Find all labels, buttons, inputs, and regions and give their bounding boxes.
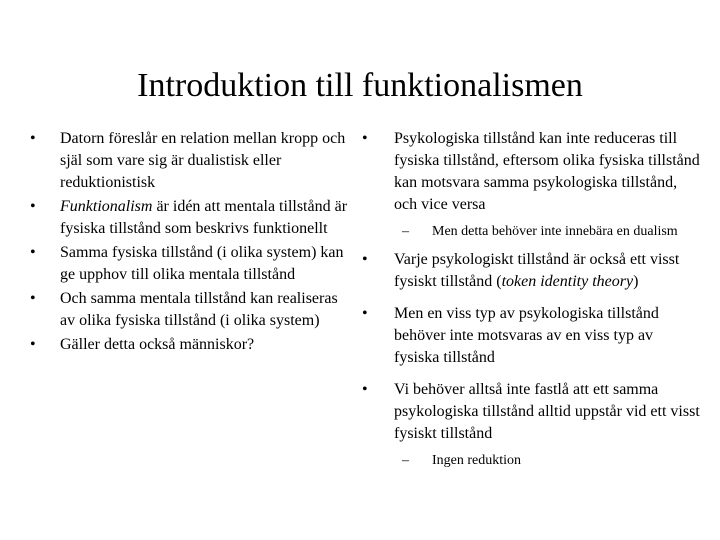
- right-bullet-2-italic-term: token identity theory: [501, 273, 634, 290]
- right-bullet-2: [362, 249, 702, 293]
- bullet-icon: •: [362, 305, 368, 322]
- bullet-icon: •: [362, 130, 368, 147]
- right-column: [362, 128, 702, 478]
- bullet-icon: •: [30, 130, 36, 147]
- dash-icon: –: [402, 453, 409, 468]
- bullet-icon: •: [362, 381, 368, 398]
- left-column: [30, 128, 350, 358]
- right-subitem-no-reduction-text: Ingen reduktion: [432, 453, 522, 468]
- right-bullet-4-sublist: [394, 451, 702, 470]
- right-bullet-3: [362, 303, 702, 369]
- right-bullet-1-text: Psykologiska tillstånd kan inte reduceras till fysiska tillstånd, eftersom olika fysiska tillstånd kan motsvara samma psykologiska tillstånd, och vice versa: [394, 130, 700, 213]
- left-bullet-3: [30, 242, 350, 286]
- bullet-icon: •: [30, 290, 36, 307]
- left-bullet-3-text: Samma fysiska tillstånd (i olika system) kan ge upphov till olika mentala tillstånd: [60, 244, 344, 283]
- left-bullet-2-italic-term: Funktionalism: [60, 198, 153, 215]
- left-bullet-4-text: Och samma mentala tillstånd kan realiseras av olika fysiska tillstånd (i olika system): [60, 290, 338, 329]
- bullet-icon: •: [30, 336, 36, 353]
- left-bullet-2: [30, 196, 350, 240]
- left-bullet-1-text: Datorn föreslår en relation mellan kropp och själ som vare sig är dualistisk eller reduktionistisk: [60, 130, 346, 191]
- right-bullet-1: [362, 128, 702, 241]
- right-subitem-no-reduction: [402, 451, 702, 470]
- left-bullet-4: [30, 288, 350, 332]
- right-bullet-4-text: Vi behöver alltså inte fastlå att ett samma psykologiska tillstånd alltid uppstår vid ett visst fysiskt tillstånd: [394, 381, 700, 442]
- right-bullet-1-sublist: [394, 222, 702, 241]
- right-subitem-dualism: [402, 222, 702, 241]
- bullet-icon: •: [362, 251, 368, 268]
- right-bullet-2-text-pre: Varje psykologiskt tillstånd är också ett visst fysiskt tillstånd (: [394, 251, 680, 290]
- slide-title: Introduktion till funktionalismen: [137, 67, 583, 104]
- bullet-icon: •: [30, 198, 36, 215]
- left-bullet-2-text: är idén att mentala tillstånd är fysiska tillstånd som beskrivs funktionellt: [60, 198, 348, 237]
- left-bullet-1: [30, 128, 350, 194]
- left-bullet-5-text: Gäller detta också människor?: [60, 336, 255, 353]
- dash-icon: –: [402, 224, 409, 239]
- right-bullet-list: [362, 128, 702, 470]
- left-bullet-list: [30, 128, 350, 356]
- right-subitem-dualism-text: Men detta behöver inte innebära en dualism: [432, 224, 678, 239]
- left-bullet-5: [30, 334, 350, 356]
- right-bullet-3-text: Men en viss typ av psykologiska tillstånd behöver inte motsvaras av en viss typ av fysiska tillstånd: [394, 305, 659, 366]
- bullet-icon: •: [30, 244, 36, 261]
- right-bullet-4: [362, 379, 702, 470]
- right-bullet-2-text-post: ): [633, 273, 639, 290]
